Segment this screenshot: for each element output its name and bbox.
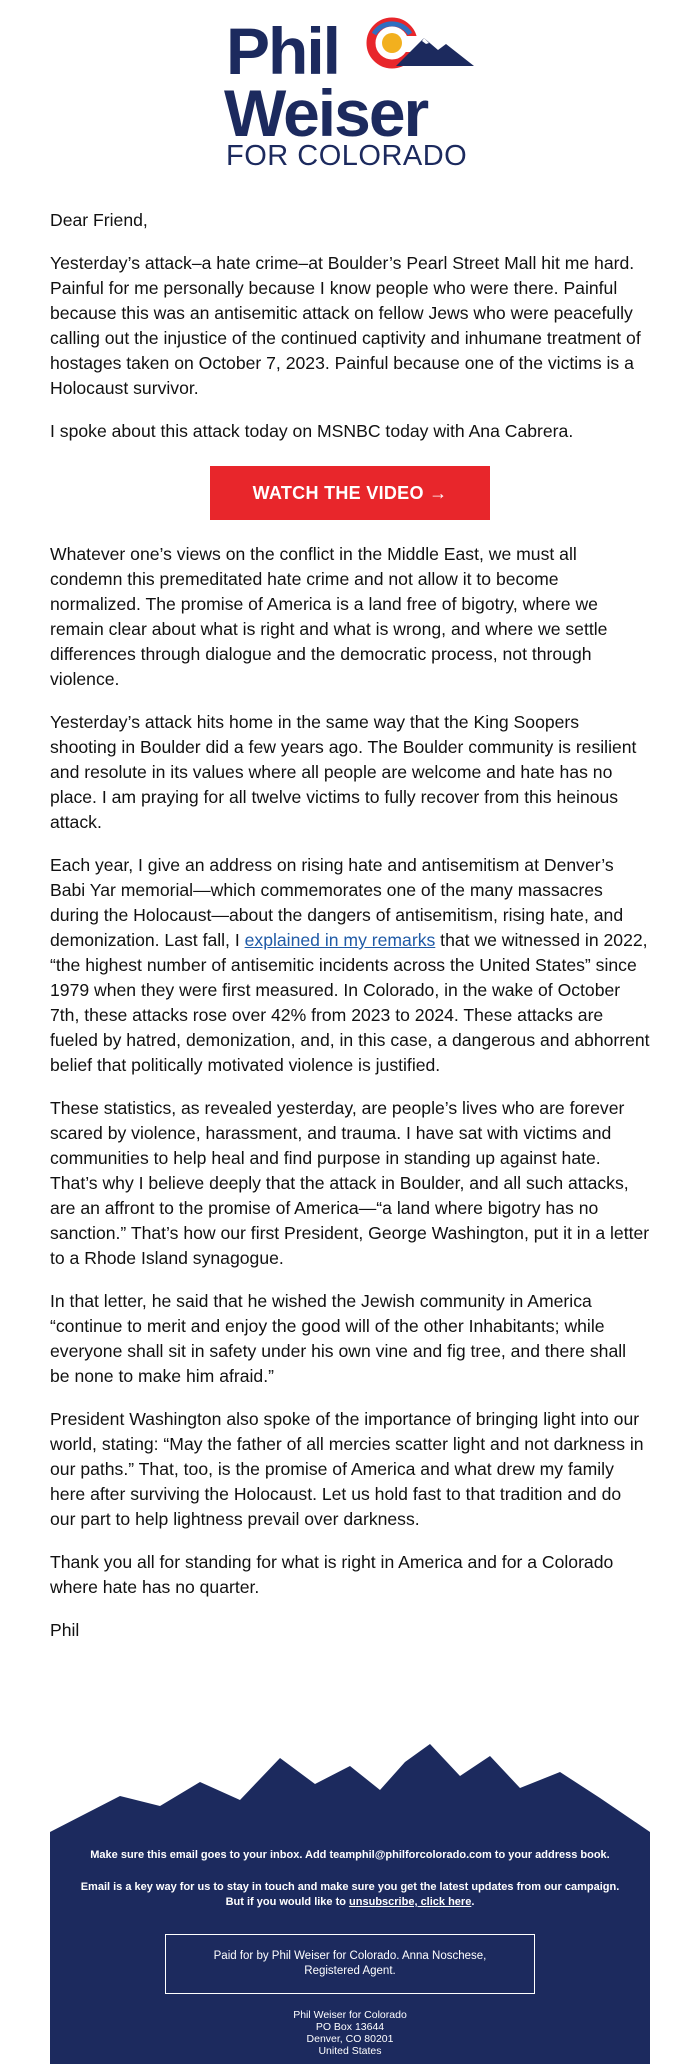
paragraph-6: These statistics, as revealed yesterday, are people’s lives who are forever scared by violence, harassment, and trauma. I have sat with victims and communities to help heal and find purpose in standing up against hate. That’s why I believe deeply that the attack in Boulder, and all such attacks, are an affront to the promise of America—“a land where bigotry has no sanction.” That’s how our first President, George Washington, put it in a letter to a Rhode Island synagogue. (50, 1098, 650, 1268)
inbox-note: Make sure this email goes to your inbox. Add teamphil@philforcolorado.com to your address book. (90, 1849, 610, 1861)
paragraph-5-text-a: Each year, I give an address on rising hate and antisemitism at Denver’s Babi Yar memorial—which commemorates one of the many massacres during the Holocaust—about the dangers of antisemitism, rising hate, and demonization. Last fall, I (50, 855, 624, 950)
paragraph-7: In that letter, he said that he wished the Jewish community in America “continue to merit and enjoy the good will of the other Inhabitants; while everyone shall sit in safety under his own vine and fig tree, and there shall be none to make him afraid.” (50, 1291, 627, 1386)
email-footer (50, 1722, 650, 2064)
mailing-address (50, 2009, 650, 2057)
stay-in-touch-note (80, 1880, 620, 1910)
signature: Phil (50, 1620, 80, 1640)
unsubscribe-link[interactable]: unsubscribe, click here (349, 1896, 472, 1908)
logo-last-name: Weiser (224, 76, 428, 150)
watch-video-button[interactable]: WATCH THE VIDEO → (210, 466, 490, 520)
address-line-2: PO Box 13644 (315, 2021, 385, 2033)
paragraph-5-text-b: that we witnessed in 2022, “the highest number of antisemitic incidents across the United States” since 1979 when they were first measured. In Colorado, in the wake of October 7th, these attacks rose over 42% from 2023 to 2024. These attacks are fueled by hatred, demonization, and, in this case, a dangerous and abhorrent belief that politically motivated violence is justified. (50, 930, 650, 1075)
logo-first-name: Phil (226, 14, 340, 88)
colorado-c-mountain-icon (366, 16, 476, 74)
paragraph-4: Yesterday’s attack hits home in the same way that the King Soopers shooting in Boulder did a few years ago. The Boulder community is resilient and resolute in its values where all people are welcome and hate has no place. I am praying for all twelve victims to fully recover from this heinous attack. (50, 712, 637, 832)
letter-body (50, 208, 650, 1661)
paragraph-1: Yesterday’s attack–a hate crime–at Boulder’s Pearl Street Mall hit me hard. Painful for me personally because I know people who were there. Painful because this was an antisemitic attack on fellow Jews who were peacefully calling out the injustice of the continued captivity and inhumane treatment of hostages taken on October 7, 2023. Painful because one of the victims is a Holocaust survivor. (50, 253, 641, 398)
stay-in-touch-end: . (471, 1896, 475, 1908)
campaign-logo (0, 0, 700, 190)
cta-container (50, 466, 650, 520)
paragraph-8: President Washington also spoke of the importance of bringing light into our world, stating: “May the father of all mercies scatter light and not darkness in our paths.” That, too, is the promise of America and what drew my family here after surviving the Holocaust. Let us hold fast to that tradition and do our part to help lightness prevail over darkness. (50, 1409, 644, 1529)
address-line-1: Phil Weiser for Colorado (293, 2009, 407, 2021)
greeting: Dear Friend, (50, 210, 148, 230)
address-line-4: United States (318, 2045, 382, 2057)
paragraph-2: I spoke about this attack today on MSNBC today with Ana Cabrera. (50, 421, 574, 441)
logo-tagline: FOR COLORADO (226, 140, 468, 172)
mountain-silhouette-icon (50, 1722, 650, 1842)
paragraph-9: Thank you all for standing for what is right in America and for a Colorado where hate has no quarter. (50, 1552, 614, 1597)
paragraph-5 (50, 853, 650, 1078)
explained-remarks-link[interactable]: explained in my remarks (244, 930, 436, 950)
footer-panel (50, 1834, 650, 2064)
stay-in-touch-text: Email is a key way for us to stay in touch and make sure you get the latest updates from our campaign. But if you would like to (80, 1881, 620, 1908)
paid-for-disclaimer: Paid for by Phil Weiser for Colorado. Anna Noschese, Registered Agent. (165, 1934, 535, 1994)
address-line-3: Denver, CO 80201 (306, 2033, 394, 2045)
paragraph-3: Whatever one’s views on the conflict in the Middle East, we must all condemn this premeditated hate crime and not allow it to become normalized. The promise of America is a land free of bigotry, where we remain clear about what is right and what is wrong, and where we settle differences through dialogue and the democratic process, not through violence. (50, 544, 608, 689)
